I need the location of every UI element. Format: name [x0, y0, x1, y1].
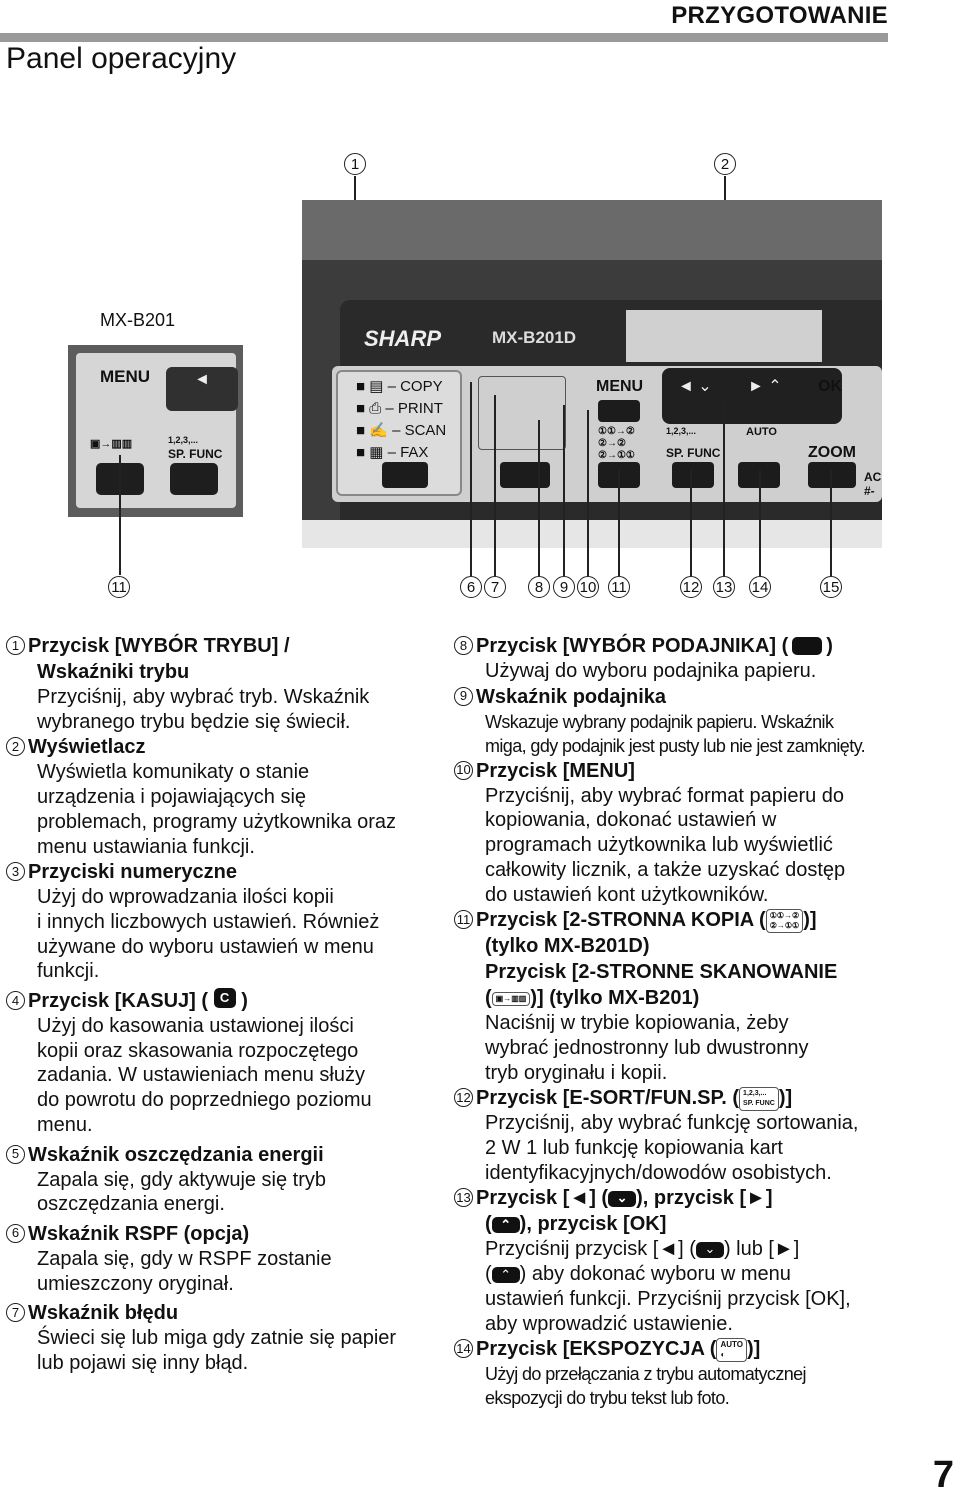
up-arrow-key-icon: ⌃ [492, 1217, 520, 1233]
item-13: 13 Przycisk [◄] ( ⌄ ), przycisk [►] ( ⌃ ), przycisk [OK] Przyciśnij przycisk [◄] ( ⌄ ) lub [►] ( ⌃ ) aby dokonać wyboru w menu ustawień funkcji. Przyciśnij przycisk [OK], aby wprowadzić ustawienie. [454, 1185, 894, 1336]
item-9: 9 Wskaźnik podajnika Wskazuje wybrany podajnik papieru. Wskaźnik miga, gdy podajnik jest pusty lub nie jest zamknięty. [454, 684, 894, 758]
header-rule [0, 33, 888, 42]
inset-spfunc-button[interactable] [170, 463, 218, 495]
indicator-lines [478, 376, 566, 450]
item-8: 8 Przycisk [WYBÓR PODAJNIKA] ( ) Używaj do wyboru podajnika papieru. [454, 633, 894, 684]
menu-label: MENU [596, 378, 644, 395]
inset-left-arrow-button[interactable]: ◄ [166, 367, 238, 411]
panel-counts: 1,2,3,... [666, 426, 697, 436]
leader-line [759, 470, 761, 576]
inset-menu-label: MENU [100, 367, 151, 386]
item-11: 11 Przycisk [2-STRONNA KOPIA ( ①①→② ②→①① )] (tylko MX-B201D) Przycisk [2-STRONNE SKANOWANIE ( ▣→▥▥ )] (tylko MX-B201) Naciśnij w trybie kopiowania, żeby wybrać jednostronny lub dwustronny tryb oryginału i kopii. [454, 907, 894, 1085]
page-title: Panel operacyjny [6, 42, 237, 75]
hash-label: #- [864, 484, 875, 498]
item-12: 12 Przycisk [E-SORT/FUN.SP. ( 1,2,3,... SP. FUNC )] Przyciśnij, aby wybrać funkcję sortowania, 2 W 1 lub funkcję kopiowania kart identyfikacyjnych/dowodów osobistych. [454, 1085, 894, 1185]
left-arrow-button[interactable]: ◄ ⌄ [678, 378, 712, 395]
leader-line [690, 470, 692, 576]
ac-label: AC [864, 470, 882, 484]
left-arrow-icon: ◄ [569, 1187, 590, 1210]
down-arrow-key-icon: ⌄ [696, 1242, 724, 1258]
tray-key-icon [792, 637, 822, 655]
leader-line [538, 420, 540, 576]
item-10: 10 Przycisk [MENU] Przyciśnij, aby wybrać format papieru do kopiowania, dokonać ustawień w programach użytkownika lub wyświetlić całkowity licznik, a także uzyskać dostęp do ustawień kont użytkowników. [454, 758, 894, 908]
callout-10: 10 [577, 576, 599, 598]
callout-15: 15 [820, 576, 842, 598]
callout-2: 2 [714, 153, 736, 175]
inset-counts: 1,2,3,... [168, 435, 199, 445]
leader-line [494, 395, 496, 576]
right-arrow-icon: ► [773, 1238, 794, 1261]
model-label: MX-B201 [100, 310, 176, 330]
callout-8: 8 [528, 576, 550, 598]
inset-duplex-icon: ▣→▥▥ [90, 438, 133, 450]
up-arrow-key-icon: ⌃ [492, 1267, 520, 1283]
inset-spfunc-label: SP. FUNC [168, 447, 223, 461]
panel-model: MX-B201D [492, 328, 577, 347]
item-1: 1 Przycisk [WYBÓR TRYBU] / Wskaźniki trybu Przyciśnij, aby wybrać tryb. Wskaźnik wybranego trybu będzie się świecił. [6, 633, 446, 734]
leader-line [563, 405, 565, 576]
inset-photo [68, 345, 243, 517]
mode-fax[interactable]: ■ ▦ – FAX [356, 444, 429, 461]
item-7: 7 Wskaźnik błędu Świeci się lub miga gdy zatnie się papier lub pojawi się inny błąd. [6, 1300, 446, 1375]
callout-13: 13 [713, 576, 735, 598]
callout-12: 12 [680, 576, 702, 598]
callout-1: 1 [344, 153, 366, 175]
down-arrow-key-icon: ⌄ [608, 1191, 636, 1207]
clear-key-icon: C [214, 988, 236, 1008]
tray-select-button[interactable] [500, 462, 550, 488]
left-arrow-icon: ◄ [658, 1238, 679, 1261]
duplex-scan-icon: ▣→▥▥ [492, 992, 531, 1006]
item-6: 6 Wskaźnik RSPF (opcja) Zapala się, gdy w RSPF zostanie umieszczony oryginał. [6, 1221, 446, 1296]
panel-spfunc-label: SP. FUNC [666, 446, 721, 460]
right-column [454, 633, 894, 1410]
control-panel-photo [302, 200, 882, 548]
item-5: 5 Wskaźnik oszczędzania energii Zapala się, gdy aktywuje się tryb oszczędzania energi. [6, 1142, 446, 1217]
callout-7: 7 [484, 576, 506, 598]
section-title: PRZYGOTOWANIE [671, 2, 888, 29]
callout-9: 9 [553, 576, 575, 598]
auto-label: AUTO [746, 426, 777, 438]
leader-line [587, 410, 589, 576]
item-14: 14 Przycisk [EKSPOZYCJA ( AUTO ◐ )] Użyj do przełączania z trybu automatycznej ekspozycji do trybu tekst lub foto. [454, 1336, 894, 1410]
right-arrow-button[interactable]: ► ⌃ [748, 378, 782, 395]
item-4: 4 Przycisk [KASUJ] ( C ) Użyj do kasowania ustawionej ilości kopii oraz skasowania rozpoczętego zadania. W ustawieniach menu służy do powrotu do poprzedniego poziomu menu. [6, 988, 446, 1138]
zoom-label: ZOOM [808, 444, 856, 461]
duplex-copy-icon: ①①→② ②→①① [766, 909, 804, 933]
item-number: 1 [6, 636, 25, 655]
callout-11: 11 [108, 576, 130, 598]
callout-11b: 11 [608, 576, 630, 598]
lcd-display [626, 310, 822, 362]
mode-select-button[interactable] [382, 462, 428, 488]
exposure-key-icon: AUTO ◐ [716, 1338, 747, 1362]
menu-button[interactable] [598, 400, 640, 422]
leader-line [723, 400, 725, 576]
mode-print[interactable]: ■ ⎙ – PRINT [356, 400, 443, 417]
item-2: 2 Wyświetlacz Wyświetla komunikaty o stanie urządzenia i pojawiających się problemach, programy użytkownika oraz menu ustawiania funkcji. [6, 734, 446, 859]
page-number: 7 [932, 1454, 954, 1496]
left-column [6, 633, 446, 1376]
spfunc-button[interactable] [672, 462, 714, 488]
mode-copy[interactable]: ■ ▤ – COPY [356, 378, 443, 395]
brand-logo: SHARP [364, 326, 442, 351]
spfunc-key-icon: 1,2,3,... SP. FUNC [739, 1087, 779, 1111]
duplex-icons: ①①→② ②→② ②→①① [598, 426, 635, 461]
item-3: 3 Przyciski numeryczne Użyj do wprowadzania ilości kopii i innych liczbowych ustawień. Również używane do wyboru ustawień w menu funkcji. [6, 859, 446, 984]
callout-6: 6 [460, 576, 482, 598]
mode-scan[interactable]: ■ ✍ – SCAN [356, 422, 447, 439]
leader-line [119, 455, 121, 575]
right-arrow-icon: ► [746, 1187, 766, 1210]
leader-line [470, 382, 472, 576]
leader-line [830, 470, 832, 576]
zoom-button[interactable] [808, 462, 856, 488]
ok-label: OK [818, 378, 842, 395]
leader-line [618, 470, 620, 576]
mode-list [356, 376, 446, 464]
callout-14: 14 [749, 576, 771, 598]
